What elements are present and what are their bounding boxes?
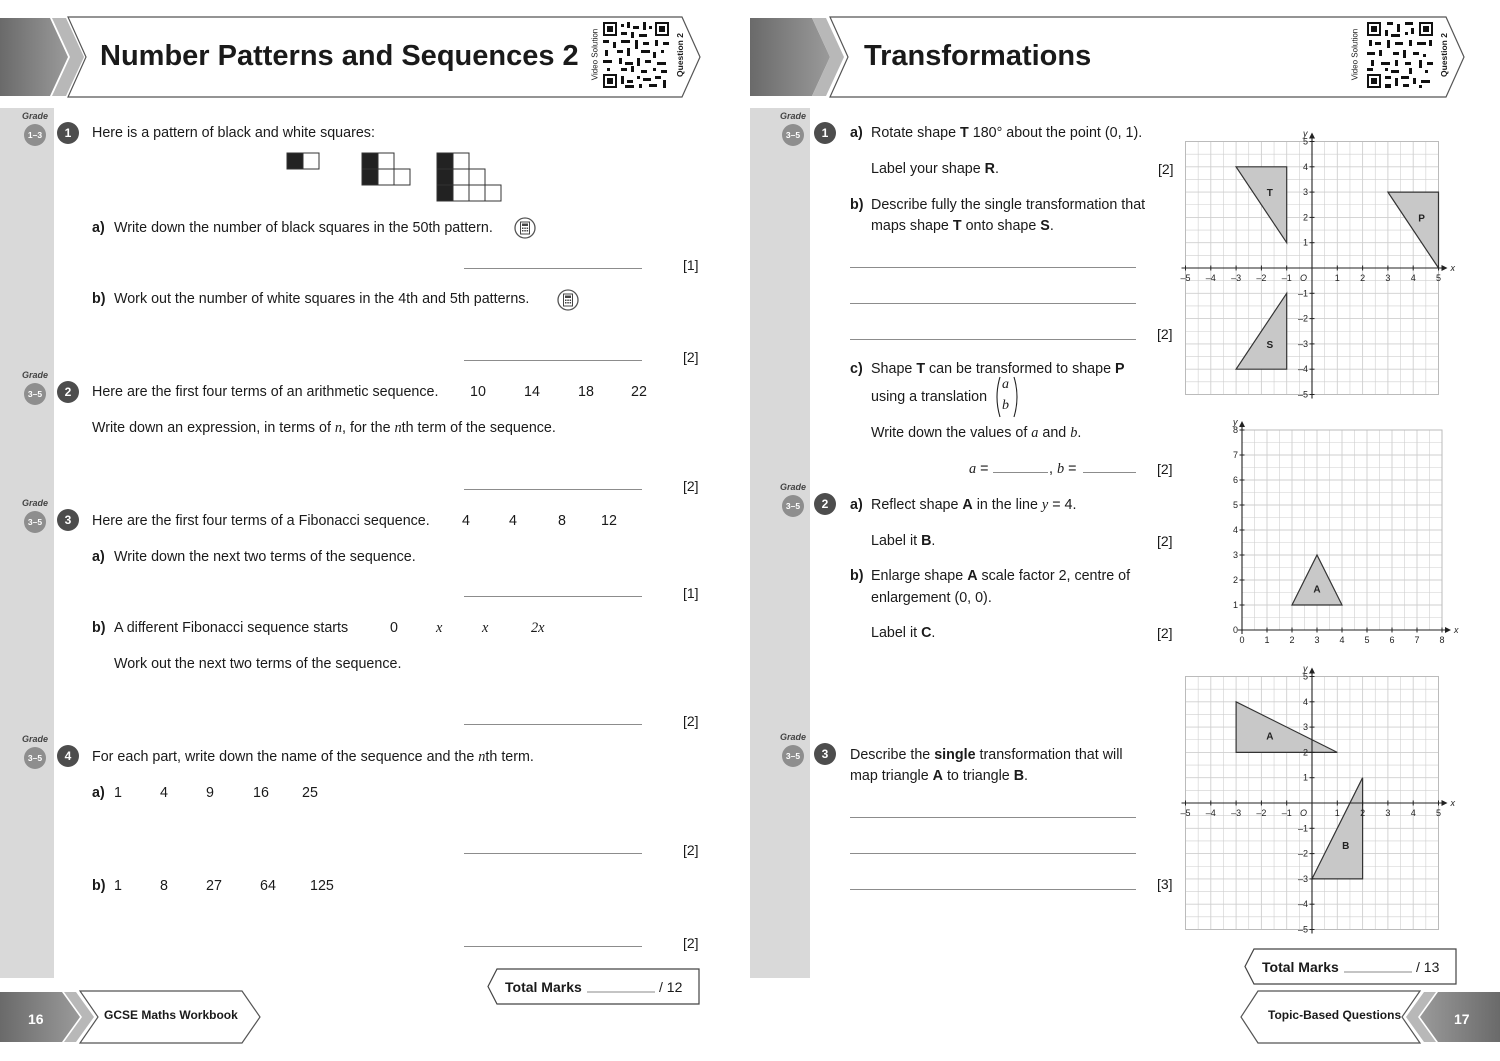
square-pattern-diagram [286, 152, 502, 202]
y-tick-label: 3 [1302, 187, 1308, 198]
part-label: b) [850, 568, 864, 584]
question-text: Describe the single transformation that will [850, 747, 1123, 763]
grade-badge: Grade 3–5 [22, 503, 48, 529]
x-tick-label: –5 [1180, 273, 1191, 283]
y-tick-label: 2 [1302, 212, 1308, 223]
part-label: b) [92, 878, 106, 894]
y-tick-label: –2 [1297, 848, 1308, 859]
term: 16 [253, 785, 269, 801]
answer-line[interactable] [850, 817, 1136, 818]
marks-label: [2] [1157, 461, 1173, 477]
marks-label: [3] [1157, 876, 1173, 892]
y-tick-label: 2 [1302, 747, 1308, 758]
y-tick-label: 4 [1232, 525, 1238, 535]
x-tick-label: 5 [1364, 635, 1370, 645]
term: 8 [160, 878, 168, 894]
part-text: Label it C. [871, 625, 936, 641]
x-tick-label: 5 [1435, 273, 1442, 283]
x-tick-label: –1 [1281, 808, 1292, 818]
x-axis-label: x [1454, 625, 1459, 635]
y-tick-label: –5 [1297, 389, 1308, 400]
marks-label: [2] [683, 349, 699, 365]
y-tick-label: 4 [1302, 696, 1308, 707]
shape-label: T [1266, 188, 1273, 200]
qr-code-icon[interactable] [603, 22, 669, 88]
y-tick-label: 7 [1232, 450, 1238, 460]
y-tick-label: 6 [1232, 475, 1238, 485]
question-instruction: Write down an expression, in terms of n, for the nth term of the sequence. [92, 420, 556, 436]
shape-label: S [1266, 339, 1274, 351]
y-tick-label: 5 [1232, 500, 1238, 510]
calculator-icon [557, 289, 579, 311]
y-axis-arrow [1309, 133, 1315, 139]
x-axis-arrow [1442, 265, 1448, 271]
x-tick-label: –1 [1281, 273, 1292, 283]
part-text: Reflect shape A in the line y = 4. [871, 497, 1077, 513]
x-tick-label: 1 [1334, 273, 1340, 283]
answer-line[interactable] [850, 889, 1136, 890]
question-number: 3 [814, 743, 836, 765]
answer-line[interactable] [850, 853, 1136, 854]
part-label: a) [92, 220, 105, 236]
x-tick-label: 6 [1389, 635, 1395, 645]
x-tick-label: 7 [1414, 635, 1420, 645]
y-axis-label: y [1303, 128, 1308, 139]
question-number: 2 [57, 381, 79, 403]
page-title: Number Patterns and Sequences 2 [100, 40, 579, 72]
marks-label: [2] [683, 478, 699, 494]
marks-label: [2] [683, 842, 699, 858]
part-text: using a translation [871, 389, 988, 405]
y-tick-label: 0 [1232, 625, 1238, 635]
qr-label-question: Question 2 [675, 33, 685, 77]
term: 27 [206, 878, 222, 894]
footer-label: GCSE Maths Workbook [104, 1008, 238, 1022]
x-tick-label: 3 [1385, 808, 1391, 818]
term: 9 [206, 785, 214, 801]
qr-label-question: Question 2 [1439, 33, 1449, 77]
qr-code-icon[interactable] [1367, 22, 1433, 88]
y-tick-label: –3 [1297, 338, 1308, 349]
y-tick-label: 5 [1302, 136, 1308, 147]
term: 1 [114, 878, 122, 894]
grade-strip [750, 108, 810, 978]
term: 25 [302, 785, 318, 801]
marks-label: [2] [683, 713, 699, 729]
y-tick-label: 2 [1232, 575, 1238, 585]
part-label: a) [92, 785, 105, 801]
answer-b-label: , b = [1049, 461, 1077, 477]
part-label: a) [92, 549, 105, 565]
grade-strip [0, 108, 54, 978]
x-axis-label: x [1450, 798, 1455, 808]
page-number: 16 [28, 1011, 44, 1027]
marks-label: [2] [1157, 625, 1173, 641]
grade-badge: Grade 3–5 [22, 375, 48, 401]
grade-badge: Grade 3–5 [780, 737, 806, 763]
y-tick-label: 4 [1302, 161, 1308, 172]
right-page [750, 0, 1500, 1061]
coordinate-grid-3[interactable] [1178, 655, 1468, 940]
marks-label: [1] [683, 257, 699, 273]
question-number: 1 [814, 122, 836, 144]
term: 64 [260, 878, 276, 894]
x-tick-label: 8 [1439, 635, 1445, 645]
y-tick-label: 3 [1232, 550, 1238, 560]
x-tick-label: 2 [1289, 635, 1295, 645]
term: 1 [114, 785, 122, 801]
x-tick-label: 3 [1385, 273, 1391, 283]
calculator-icon [514, 217, 536, 239]
marks-label: [2] [1157, 326, 1173, 342]
part-text: Describe fully the single transformation that [871, 197, 1146, 213]
x-tick-label: –4 [1205, 808, 1216, 818]
qr-label-video: Video Solution [590, 28, 600, 81]
x-tick-label: –3 [1231, 273, 1242, 283]
question-number: 3 [57, 509, 79, 531]
part-label: b) [92, 291, 106, 307]
term: 4 [160, 785, 168, 801]
answer-line-b[interactable] [1083, 472, 1136, 473]
marks-label: [1] [683, 585, 699, 601]
term: 10 [470, 384, 486, 400]
y-tick-label: –4 [1297, 364, 1308, 375]
part-text: A different Fibonacci sequence starts [114, 620, 349, 636]
grade-badge: Grade 3–5 [780, 487, 806, 513]
part-text: Shape T can be transformed to shape P [871, 361, 1125, 377]
grade-badge: Grade 1–3 [22, 116, 48, 142]
answer-line[interactable] [850, 303, 1136, 304]
total-marks-value: / 12 [659, 979, 683, 995]
x-tick-label: 3 [1314, 635, 1320, 645]
marks-label: [2] [683, 935, 699, 951]
grade-badge: Grade 3–5 [22, 739, 48, 765]
y-tick-label: 5 [1302, 671, 1308, 682]
part-text: Write down the number of black squares in the 50th pattern. [114, 220, 493, 236]
part-text: Label it B. [871, 533, 936, 549]
question-text: map triangle A to triangle B. [850, 768, 1029, 784]
x-axis-label: x [1450, 263, 1455, 273]
total-marks-label: Total Marks [505, 979, 582, 995]
term: 4 [509, 513, 517, 529]
coordinate-grid-2[interactable] [1220, 408, 1460, 648]
answer-a-label: a = [969, 461, 989, 477]
y-tick-label: 1 [1302, 772, 1308, 783]
part-text: Rotate shape T 180° about the point (0, 1). [871, 125, 1143, 141]
answer-line[interactable] [464, 360, 642, 361]
part-label: b) [850, 197, 864, 213]
qr-label-video: Video Solution [1350, 28, 1360, 81]
y-axis-label: y [1303, 663, 1308, 674]
term: 18 [578, 384, 594, 400]
part-text: maps shape T onto shape S. [871, 218, 1054, 234]
y-tick-label: –3 [1297, 873, 1308, 884]
x-tick-label: 4 [1339, 635, 1345, 645]
y-axis-arrow [1309, 668, 1315, 674]
footer-label: Topic-Based Questions [1268, 1008, 1402, 1022]
part-label: b) [92, 620, 106, 636]
y-tick-label: –2 [1297, 313, 1308, 324]
x-tick-label: 5 [1435, 808, 1442, 818]
question-number: 2 [814, 493, 836, 515]
part-text: Label your shape R. [871, 161, 999, 177]
x-axis-arrow [1442, 800, 1448, 806]
y-tick-label: 3 [1302, 722, 1308, 733]
part-label: a) [850, 125, 863, 141]
answer-line[interactable] [464, 489, 642, 490]
part-text: Enlarge shape A scale factor 2, centre of [871, 568, 1131, 584]
answer-line[interactable] [850, 339, 1136, 340]
term: x [482, 620, 489, 636]
x-tick-label: –2 [1256, 273, 1267, 283]
answer-line-a[interactable] [993, 472, 1048, 473]
y-tick-label: –4 [1297, 899, 1308, 910]
total-marks-label: Total Marks [1262, 959, 1339, 975]
y-tick-label: –5 [1297, 924, 1308, 935]
vector-bottom: b [1002, 398, 1009, 413]
origin-label: O [1299, 808, 1307, 818]
x-tick-label: –3 [1231, 808, 1242, 818]
question-text: For each part, write down the name of the sequence and the nth term. [92, 749, 534, 765]
answer-line[interactable] [464, 946, 642, 947]
part-text: Work out the next two terms of the sequence. [114, 656, 402, 672]
shape-label: A [1313, 584, 1321, 596]
y-tick-label: 1 [1232, 600, 1238, 610]
x-tick-label: –5 [1180, 808, 1191, 818]
x-tick-label: 1 [1264, 635, 1270, 645]
x-tick-label: 1 [1334, 808, 1340, 818]
answer-line[interactable] [464, 596, 642, 597]
y-axis-arrow [1239, 421, 1245, 427]
coordinate-grid-1[interactable] [1178, 120, 1468, 405]
answer-line[interactable] [464, 724, 642, 725]
y-tick-label: –1 [1297, 823, 1308, 834]
term: 0 [390, 620, 398, 636]
page-title: Transformations [864, 40, 1092, 72]
question-number: 1 [57, 122, 79, 144]
term: 8 [558, 513, 566, 529]
part-text: Write down the next two terms of the sequence. [114, 549, 416, 565]
x-tick-label: 4 [1410, 273, 1416, 283]
question-text: Here are the first four terms of an arithmetic sequence. [92, 384, 439, 400]
shape-label: P [1418, 213, 1425, 225]
marks-label: [2] [1157, 533, 1173, 549]
qr-labels [588, 22, 602, 92]
term: 2x [531, 620, 545, 636]
term: 12 [601, 513, 617, 529]
term: 125 [310, 878, 334, 894]
y-tick-label: –1 [1297, 288, 1308, 299]
total-marks-value: / 13 [1416, 959, 1440, 975]
y-axis-label: y [1233, 417, 1238, 427]
shape-label: B [1342, 841, 1350, 853]
term: x [436, 620, 443, 636]
x-tick-label: –2 [1256, 808, 1267, 818]
y-tick-label: 8 [1232, 425, 1238, 435]
term: 4 [462, 513, 470, 529]
term: 14 [524, 384, 540, 400]
question-number: 4 [57, 745, 79, 767]
shape-label: A [1266, 731, 1274, 743]
origin-label: O [1299, 273, 1307, 283]
marks-label: [2] [1158, 161, 1174, 177]
question-text: Here are the first four terms of a Fibonacci sequence. [92, 513, 430, 529]
part-text: Work out the number of white squares in the 4th and 5th patterns. [114, 291, 530, 307]
y-tick-label: 1 [1302, 237, 1308, 248]
page-number: 17 [1454, 1011, 1470, 1027]
answer-line[interactable] [464, 268, 642, 269]
x-tick-label: 4 [1410, 808, 1416, 818]
x-tick-label: 2 [1360, 273, 1366, 283]
x-tick-label: –4 [1205, 273, 1216, 283]
term: 22 [631, 384, 647, 400]
answer-line[interactable] [850, 267, 1136, 268]
question-text: Here is a pattern of black and white squares: [92, 125, 375, 141]
part-text: enlargement (0, 0). [871, 590, 992, 606]
answer-line[interactable] [464, 853, 642, 854]
x-tick-label: 0 [1239, 635, 1245, 645]
part-text: Write down the values of a and b. [871, 425, 1082, 441]
part-label: a) [850, 497, 863, 513]
x-axis-arrow [1445, 627, 1451, 633]
part-label: c) [850, 361, 863, 377]
vector-top: a [1002, 377, 1009, 392]
grade-badge: Grade 3–5 [780, 116, 806, 142]
x-tick-label: 2 [1360, 808, 1366, 818]
